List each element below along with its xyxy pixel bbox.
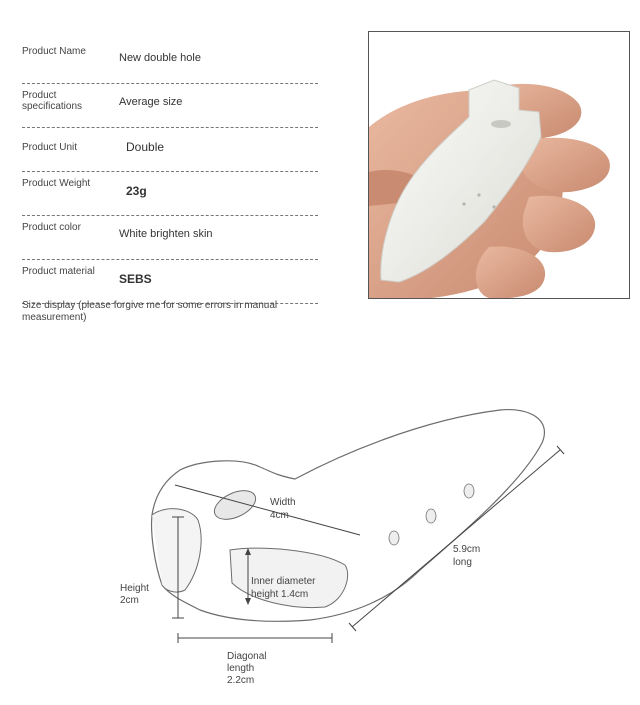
spec-value: Double — [126, 140, 165, 154]
spec-row-name — [22, 40, 318, 84]
spec-row-color — [22, 216, 318, 260]
spec-row-material — [22, 260, 318, 304]
inner-diameter-label: Inner diameter — [251, 576, 316, 587]
spec-label: Product specifications — [22, 90, 83, 112]
height-label: Height — [120, 583, 149, 594]
spec-row-weight — [22, 172, 318, 216]
width-value: 4cm — [270, 510, 289, 521]
product-spec-table — [22, 40, 318, 304]
spec-label: Product material — [22, 266, 95, 277]
hand-holding-product-image — [369, 32, 630, 299]
length-label: long — [453, 557, 472, 568]
spec-value: 23g — [126, 184, 147, 198]
spec-label: Product color — [22, 222, 81, 233]
spec-value: White brighten skin — [119, 228, 213, 240]
vent-hole — [464, 484, 474, 498]
height-value: 2cm — [120, 595, 139, 606]
spec-label: Product Unit — [22, 142, 78, 153]
vent-hole — [389, 531, 399, 545]
spec-value: SEBS — [119, 272, 152, 286]
dimension-diagram — [120, 395, 570, 695]
diagonal-label-1: Diagonal — [227, 651, 267, 662]
diagonal-value: 2.2cm — [227, 675, 255, 686]
spec-row-unit — [22, 128, 318, 172]
diagonal-label-2: length — [227, 663, 255, 674]
spec-row-specifications — [22, 84, 318, 128]
product-outline — [152, 410, 545, 622]
inner-diameter-value: height 1.4cm — [251, 589, 309, 600]
length-value: 5.9cm — [453, 544, 481, 555]
size-display-note: Size display (please forgive me for some errors in manual measurement) — [22, 300, 278, 323]
product-photo — [368, 31, 630, 299]
vent-hole — [426, 509, 436, 523]
spec-value: New double hole — [119, 52, 201, 64]
width-label: Width — [270, 497, 296, 508]
spec-label: Product Name — [22, 46, 86, 57]
spec-label: Product Weight — [22, 178, 91, 189]
spec-value: Average size — [119, 96, 183, 108]
